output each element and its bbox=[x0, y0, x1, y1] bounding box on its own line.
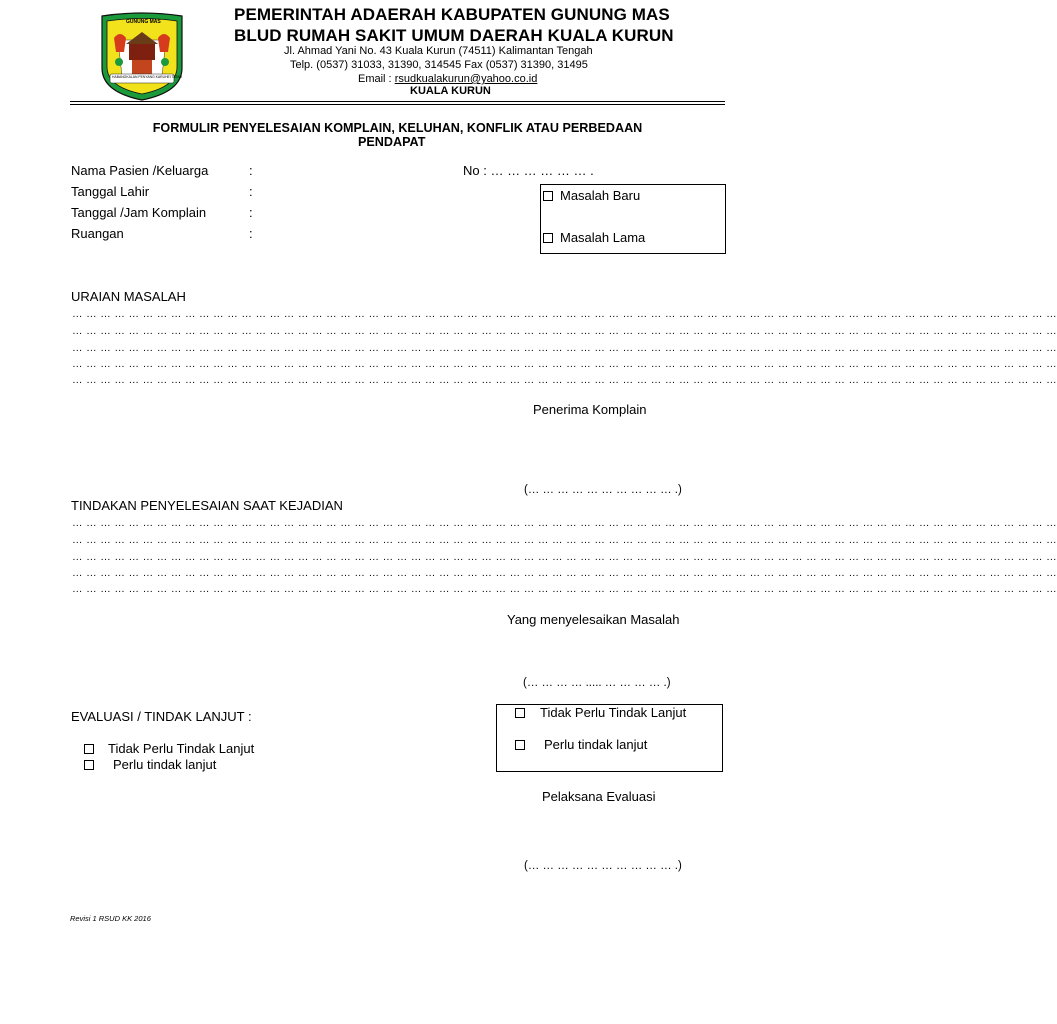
header-address: Jl. Ahmad Yani No. 43 Kuala Kurun (74511) Kalimantan Tengah bbox=[284, 45, 593, 57]
tindakan-dotline[interactable]: … … … … … … … … … … … … … … … … … … … … … … … … … … … … … … … … … … … … … … … … … … … … … … … … … … … … … … … … … … … … … … … … … … … … … … bbox=[72, 534, 1057, 546]
form-number: No : … … … … … … . bbox=[463, 163, 594, 178]
tindakan-sign-line[interactable]: (… … … … ..... … … … … .) bbox=[523, 677, 671, 689]
evaluasi-option-perlu[interactable] bbox=[84, 757, 216, 772]
uraian-signer: Penerima Komplain bbox=[533, 402, 647, 417]
box-tidak-checkbox[interactable] bbox=[515, 708, 525, 718]
box-perlu-label: Perlu tindak lanjut bbox=[544, 737, 648, 752]
form-title-line1: FORMULIR PENYELESAIAN KOMPLAIN, KELUHAN, KONFLIK ATAU PERBEDAAN bbox=[152, 121, 643, 135]
email-address[interactable]: rsudkualakurun@yahoo.co.id bbox=[394, 73, 538, 85]
tindakan-heading: TINDAKAN PENYELESAIAN SAAT KEJADIAN bbox=[71, 498, 343, 513]
uraian-dotline[interactable]: … … … … … … … … … … … … … … … … … … … … … … … … … … … … … … … … … … … … … … … … … … … … … … … … … … … … … … … … … … … … … … … … … … … … … … bbox=[72, 374, 1057, 386]
header-city: KUALA KURUN bbox=[410, 85, 491, 97]
masalah-baru-checkbox[interactable] bbox=[543, 191, 553, 201]
masalah-lama-label: Masalah Lama bbox=[560, 230, 646, 245]
uraian-heading: URAIAN MASALAH bbox=[71, 289, 186, 304]
logo-top-text: GUNUNG MAS bbox=[126, 19, 161, 25]
field-label-ruangan: Ruangan bbox=[71, 226, 124, 241]
box-perlu-checkbox[interactable] bbox=[515, 740, 525, 750]
masalah-lama-option[interactable] bbox=[543, 230, 645, 245]
field-label-tanggal-jam: Tanggal /Jam Komplain bbox=[71, 205, 207, 220]
masalah-lama-checkbox[interactable] bbox=[543, 233, 553, 243]
tindakan-signer: Yang menyelesaikan Masalah bbox=[507, 612, 680, 627]
header-phone: Telp. (0537) 31033, 31390, 314545 Fax (0537) 31390, 31495 bbox=[290, 59, 588, 71]
field-colon-tanggal-jam: : bbox=[249, 205, 253, 220]
field-colon-ruangan: : bbox=[249, 226, 253, 241]
field-colon-nama: : bbox=[249, 163, 253, 178]
tindakan-dotline[interactable]: … … … … … … … … … … … … … … … … … … … … … … … … … … … … … … … … … … … … … … … … … … … … … … … … … … … … … … … … … … … … … … … … … … … … … … bbox=[72, 517, 1057, 529]
tindakan-dotline[interactable]: … … … … … … … … … … … … … … … … … … … … … … … … … … … … … … … … … … … … … … … … … … … … … … … … … … … … … … … … … … … … … … … … … … … … … … bbox=[72, 567, 1057, 579]
evaluasi-perlu-label: Perlu tindak lanjut bbox=[113, 757, 217, 772]
uraian-dotline[interactable]: … … … … … … … … … … … … … … … … … … … … … … … … … … … … … … … … … … … … … … … … … … … … … … … … … … … … … … … … … … … … … … … … … … … … … … bbox=[72, 342, 1057, 354]
uraian-dotline[interactable]: … … … … … … … … … … … … … … … … … … … … … … … … … … … … … … … … … … … … … … … … … … … … … … … … … … … … … … … … … … … … … … … … … … … … … … bbox=[72, 358, 1057, 370]
box-tidak-label: Tidak Perlu Tindak Lanjut bbox=[540, 705, 687, 720]
email-label: Email : bbox=[358, 73, 395, 85]
tindakan-dotline[interactable]: … … … … … … … … … … … … … … … … … … … … … … … … … … … … … … … … … … … … … … … … … … … … … … … … … … … … … … … … … … … … … … … … … … … … … … bbox=[72, 583, 1057, 595]
form-title-line2: PENDAPAT bbox=[358, 135, 426, 149]
uraian-sign-line[interactable]: (… … … … … … … … … … .) bbox=[524, 484, 682, 496]
field-label-nama: Nama Pasien /Keluarga bbox=[71, 163, 209, 178]
header-line1: PEMERINTAH ADAERAH KABUPATEN GUNUNG MAS bbox=[234, 5, 670, 24]
box-option-tidak[interactable] bbox=[515, 705, 686, 720]
header-line2: BLUD RUMAH SAKIT UMUM DAERAH KUALA KURUN bbox=[234, 26, 674, 45]
evaluasi-heading: EVALUASI / TINDAK LANJUT : bbox=[71, 709, 252, 724]
header-rule-thick bbox=[70, 101, 725, 102]
masalah-baru-label: Masalah Baru bbox=[560, 188, 641, 203]
header-email-line bbox=[358, 73, 537, 85]
evaluasi-signer: Pelaksana Evaluasi bbox=[542, 789, 656, 804]
uraian-dotline[interactable]: … … … … … … … … … … … … … … … … … … … … … … … … … … … … … … … … … … … … … … … … … … … … … … … … … … … … … … … … … … … … … … … … … … … … … … bbox=[72, 308, 1057, 320]
revision-footer: Revisi 1 RSUD KK 2016 bbox=[70, 914, 151, 923]
uraian-dotline[interactable]: … … … … … … … … … … … … … … … … … … … … … … … … … … … … … … … … … … … … … … … … … … … … … … … … … … … … … … … … … … … … … … … … … … … … … … bbox=[72, 325, 1057, 337]
box-option-perlu[interactable] bbox=[515, 737, 647, 752]
evaluasi-perlu-checkbox[interactable] bbox=[84, 760, 94, 770]
evaluasi-option-tidak[interactable] bbox=[84, 741, 254, 756]
evaluasi-tidak-label: Tidak Perlu Tindak Lanjut bbox=[108, 741, 255, 756]
masalah-baru-option[interactable] bbox=[543, 188, 640, 203]
tindakan-dotline[interactable]: … … … … … … … … … … … … … … … … … … … … … … … … … … … … … … … … … … … … … … … … … … … … … … … … … … … … … … … … … … … … … … … … … … … … … … bbox=[72, 551, 1057, 563]
field-colon-tanggal-lahir: : bbox=[249, 184, 253, 199]
header-rule-thin bbox=[70, 104, 725, 105]
logo-banner-text: HABANGKALAN PENYANG KARUHEI TATAU bbox=[112, 75, 182, 79]
hospital-logo bbox=[96, 10, 188, 102]
evaluasi-sign-line[interactable]: (… … … … … … … … … … .) bbox=[524, 860, 682, 872]
evaluasi-tidak-checkbox[interactable] bbox=[84, 744, 94, 754]
field-label-tanggal-lahir: Tanggal Lahir bbox=[71, 184, 150, 199]
